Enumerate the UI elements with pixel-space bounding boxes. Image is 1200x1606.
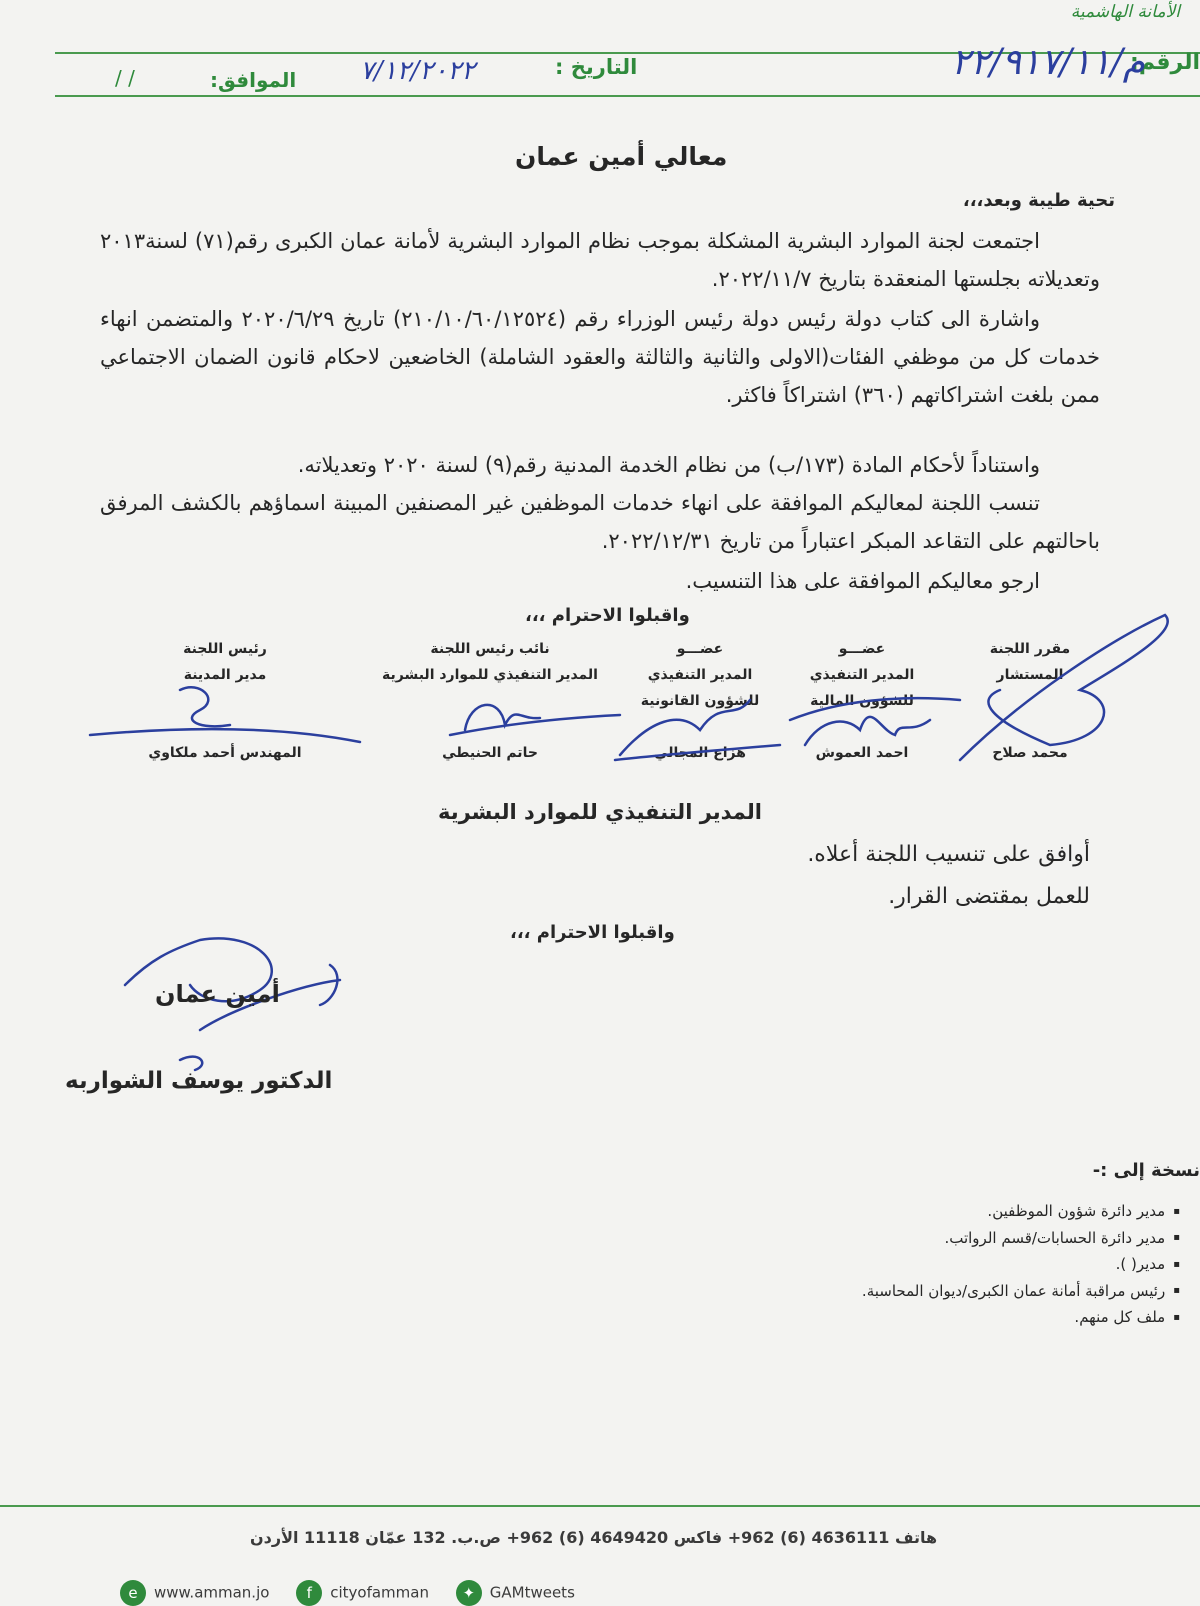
website-link[interactable]: www.amman.jo [154, 1583, 270, 1602]
footer-rule [0, 1505, 1200, 1507]
copy-item: ▪ رئيس مراقبة أمانة عمان الكبرى/ديوان المحاسبة. [862, 1278, 1180, 1305]
crest-text: الأمانة الهاشمية [1070, 2, 1180, 22]
signatory-role: نائب رئيس اللجنة [430, 641, 550, 657]
copy-item: ▪ مدير دائرة الحسابات/قسم الرواتب. [862, 1225, 1180, 1252]
corresponding-label: الموافق: [210, 68, 297, 92]
facebook-link[interactable]: cityofamman [330, 1583, 429, 1602]
footer-contact: هاتف 4636111 (6) 962+ فاكس 4649420 (6) 962+ ص.ب. 132 عمّان 11118 الأردن [250, 1528, 938, 1547]
paragraph-recommendation: تنسب اللجنة لمعاليكم الموافقة على انهاء خدمات الموظفين غير المصنفين المبينة اسماؤهم بالكشف المرفق باحالتهم على التقاعد المبكر اعتباراً من تاريخ ٢٠٢٢/١٢/٣١. [100, 491, 1100, 553]
website-icon: e [120, 1580, 146, 1606]
header-rule-bottom [55, 95, 1200, 97]
addressee: معالي أمين عمان [515, 142, 728, 171]
signatory-legal [600, 636, 800, 766]
copies-heading: نسخة إلى :- [1092, 1160, 1200, 1181]
signatory-title: المستشار [996, 667, 1064, 683]
signatory-title: مدير المدينة [183, 667, 267, 683]
mayor-title: أمين عمان [155, 980, 280, 1008]
number-value: م/٢٢/٩١٧/١١ [950, 42, 1145, 83]
signatory-title-2: للشؤون المالية [810, 693, 914, 709]
decision-act: للعمل بمقتضى القرار. [888, 884, 1090, 909]
signatory-name: محمد صلاح [992, 745, 1068, 761]
signatory-name: هزاع المجالي [654, 745, 746, 761]
signatory-role: عضـــو [838, 641, 886, 657]
footer-social [120, 1580, 575, 1606]
paragraph-committee: اجتمعت لجنة الموارد البشرية المشكلة بموجب نظام الموارد البشرية لأمانة عمان الكبرى رقم(٧١) لسنة٢٠١٣ وتعديلاته بجلستها المنعقدة بتاريخ ٢٠٢٢/١١/٧. [100, 229, 1100, 291]
number-label: الرقم: [1130, 50, 1200, 75]
corresponding-value: / / [115, 66, 135, 90]
hr-director-title: المدير التنفيذي للموارد البشرية [438, 800, 762, 824]
signatory-title: المدير التنفيذي [647, 667, 753, 683]
signatory-role: عضـــو [676, 641, 724, 657]
facebook-icon: f [296, 1580, 322, 1606]
twitter-icon: ✦ [456, 1580, 482, 1606]
decision-approve: أوافق على تنسيب اللجنة أعلاه. [807, 842, 1090, 867]
closing-regards: واقبلوا الاحترام ،،، [525, 605, 690, 626]
twitter-link[interactable]: GAMtweets [489, 1583, 575, 1602]
signatory-title: المدير التنفيذي [809, 667, 915, 683]
paragraph-request: ارجو معاليكم الموافقة على هذا التنسيب. [685, 569, 1040, 593]
signatory-name: احمد العموش [815, 745, 909, 761]
decision-closing: واقبلوا الاحترام ،،، [510, 922, 675, 943]
copy-item: ▪ ملف كل منهم. [862, 1304, 1180, 1331]
signatory-role: مقرر اللجنة [989, 641, 1071, 657]
signatory-title: المدير التنفيذي للموارد البشرية [382, 667, 598, 683]
copy-item: ▪ مدير( ). [862, 1251, 1180, 1278]
date-label: التاريخ : [555, 55, 638, 79]
signatory-vice-chair [360, 636, 620, 766]
copies-list [862, 1198, 1180, 1331]
signatory-chair [115, 636, 335, 766]
greeting: تحية طيبة وبعد،،، [962, 190, 1115, 211]
copy-item: ▪ مدير دائرة شؤون الموظفين. [862, 1198, 1180, 1225]
paragraph-pm-letter: واشارة الى كتاب دولة رئيس دولة رئيس الوزراء رقم (٢١٠/١٠/٦٠/١٢٥٢٤) تاريخ ٢٠٢٠/٦/٢٩ والمتضمن انهاء خدمات كل من موظفي الفئات(الاولى والثانية والثالثة والعقود الشاملة) الخاضعين لاحكام قانون الضمان الاجتماعي ممن بلغت اشتراكاتهم (٣٦٠) اشتراكاً فاكثر. [100, 307, 1100, 407]
date-value: ٧/١٢/٢٠٢٢ [360, 56, 476, 86]
mayor-name: الدكتور يوسف الشواربه [65, 1068, 333, 1094]
signatory-title-2: للشؤون القانونية [640, 693, 760, 709]
paragraph-legal-basis: واستناداً لأحكام المادة (١٧٣/ب) من نظام الخدمة المدنية رقم(٩) لسنة ٢٠٢٠ وتعديلاته. [297, 453, 1040, 477]
signatory-role: رئيس اللجنة [183, 641, 267, 657]
signatory-name: المهندس أحمد ملكاوي [148, 745, 302, 761]
signatory-name: حاتم الحنيطي [442, 745, 538, 761]
